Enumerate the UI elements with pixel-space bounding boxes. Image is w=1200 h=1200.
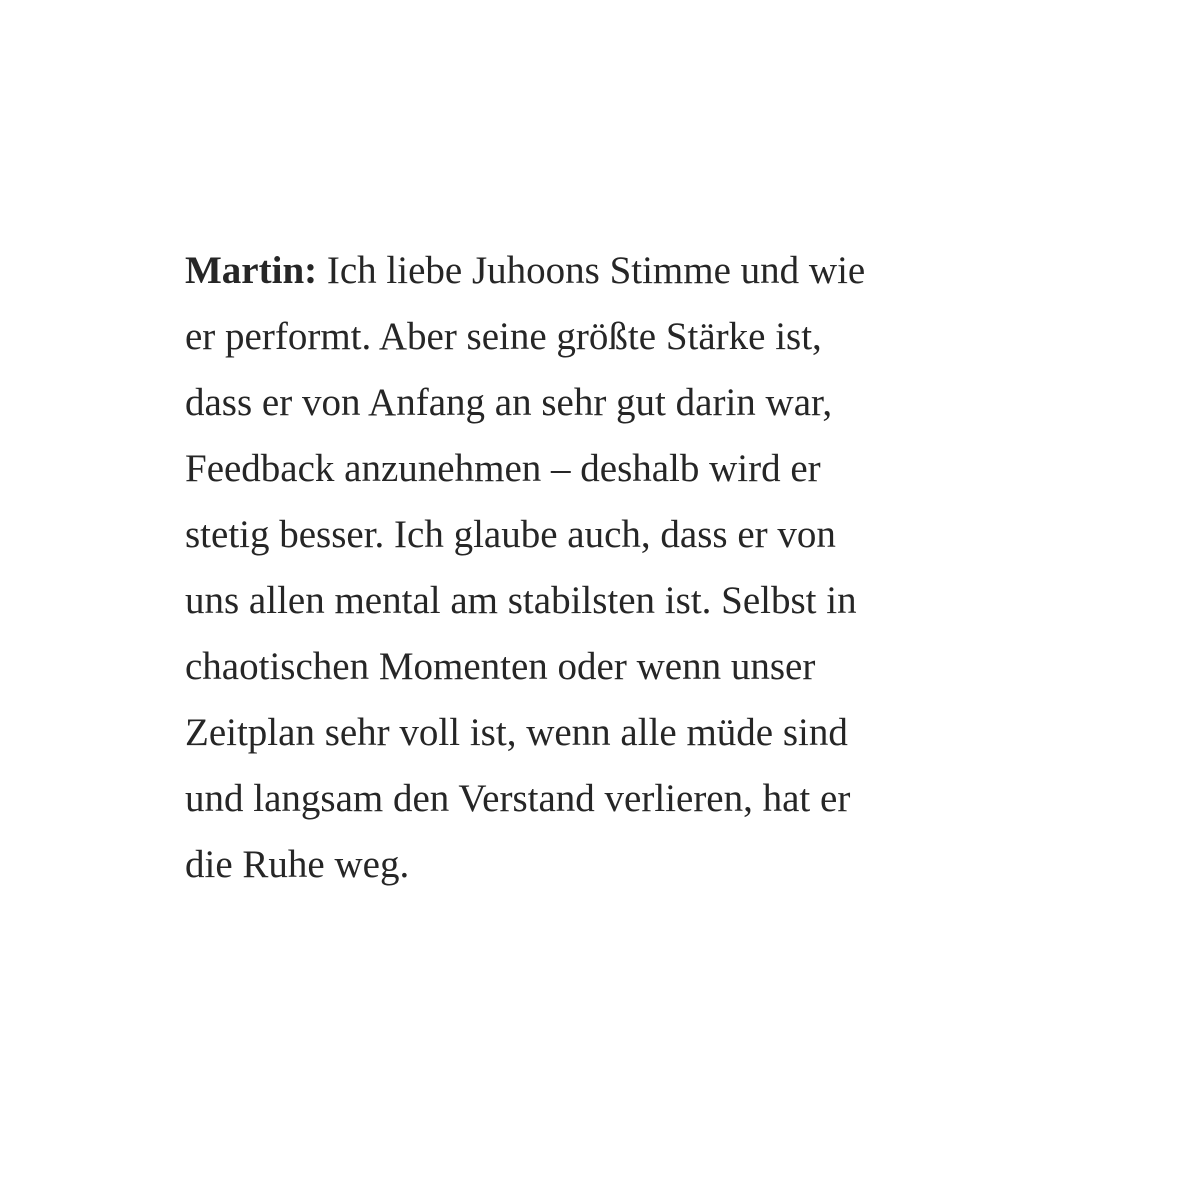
quote-line: [185, 238, 1015, 304]
quote-line: Feedback anzunehmen – deshalb wird er: [185, 447, 821, 490]
quote-line: er performt. Aber seine größte Stärke ist,: [185, 315, 822, 358]
quote-line: und langsam den Verstand verlieren, hat er: [185, 777, 851, 820]
quote-block: [185, 238, 1015, 898]
quote-text: Ich liebe Juhoons Stimme und wie: [317, 249, 866, 292]
quote-line: stetig besser. Ich glaube auch, dass er von: [185, 513, 836, 556]
quote-line: die Ruhe weg.: [185, 843, 410, 886]
quote-line: Zeitplan sehr voll ist, wenn alle müde sind: [185, 711, 848, 754]
quote-line: dass er von Anfang an sehr gut darin war,: [185, 381, 833, 424]
speaker-name: Martin:: [185, 249, 318, 292]
quote-line: uns allen mental am stabilsten ist. Selbst in: [185, 579, 857, 622]
quote-line: chaotischen Momenten oder wenn unser: [185, 645, 816, 688]
